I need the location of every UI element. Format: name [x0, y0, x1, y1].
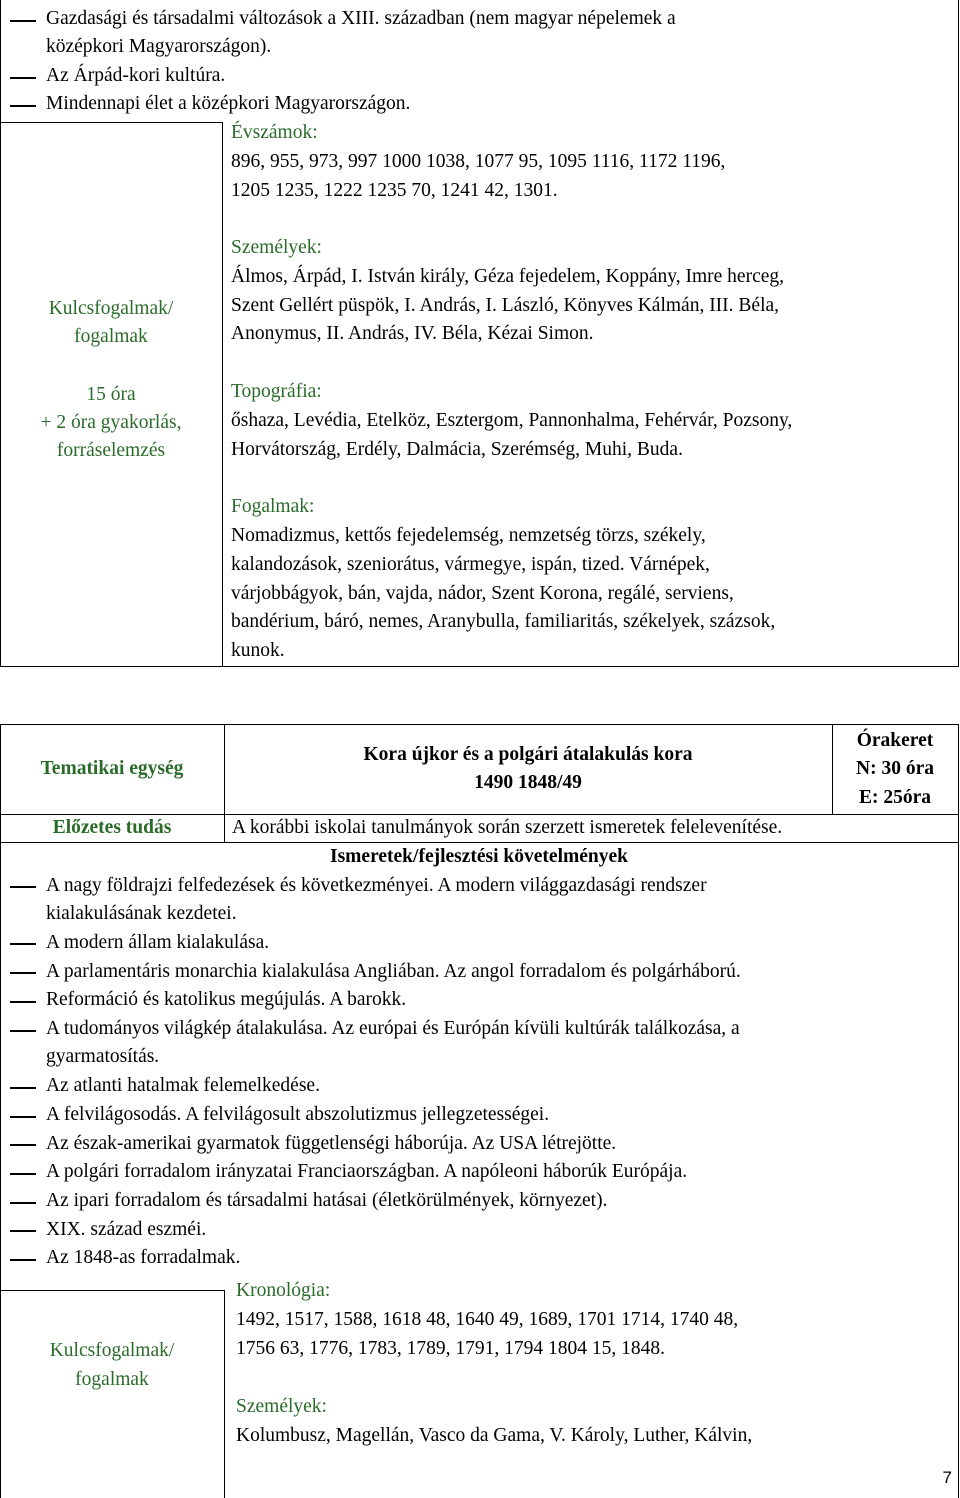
szemelyek-line: Kolumbusz, Magellán, Vasco da Gama, V. Károly, Luther, Kálvin, [236, 1425, 753, 1446]
bullet-dash [10, 943, 36, 945]
bullet-dash [10, 1087, 36, 1089]
bottom-table-row-divider [0, 1290, 224, 1291]
top-table-right-border [958, 0, 959, 666]
bullet-text: Gazdasági és társadalmi változások a XIII. században (nem magyar népelemek a [46, 8, 676, 29]
bullet-text: Az 1848-as forradalmak. [46, 1247, 241, 1268]
bullet-text: A polgári forradalom irányzatai Franciaországban. A napóleoni háborúk Európája. [46, 1161, 688, 1182]
bullet-text: Reformáció és katolikus megújulás. A barokk. [46, 989, 407, 1010]
bullet-dash [10, 1144, 36, 1146]
bullet-dash [10, 1116, 36, 1118]
bullet-text: A felvilágosodás. A felvilágosult abszolutizmus jellegzetességei. [46, 1104, 550, 1125]
topografia-title: Topográfia: [231, 381, 322, 402]
orakeret-label: Órakeret [856, 730, 934, 751]
tematikai-label: Tematikai egység [40, 758, 184, 779]
bullet-text: Mindennapi élet a középkori Magyarországon. [46, 93, 411, 114]
top-table-bottom-border [0, 666, 959, 667]
bullet-text: Az atlanti hatalmak felemelkedése. [46, 1075, 320, 1096]
bullet-text: A tudományos világkép átalakulása. Az európai és Európán kívüli kultúrák találkozása, a [46, 1018, 740, 1039]
top-table-row-divider [0, 122, 222, 123]
bullet-text: Az Árpád-kori kultúra. [46, 65, 226, 86]
hours-label: 15 óra [86, 384, 136, 405]
bullet-text: Az észak-amerikai gyarmatok függetlenségi háborúja. Az USA létrejötte. [46, 1133, 617, 1154]
bullet-text: Az ipari forradalom és társadalmi hatásai (életkörülmények, környezet). [46, 1190, 608, 1211]
topografia-line: őshaza, Levédia, Etelköz, Esztergom, Pannonhalma, Fehérvár, Pozsony, [231, 410, 793, 431]
szemelyek-line: Szent Gellért püspök, I. András, I. László, Könyves Kálmán, III. Béla, [231, 295, 780, 316]
bullet-dash [10, 1230, 36, 1232]
bottom-table-column-divider [224, 1290, 225, 1498]
bullet-dash [10, 886, 36, 888]
unit-years: 1490 1848/49 [474, 772, 582, 793]
unit-title: Kora újkor és a polgári átalakulás kora [363, 744, 693, 765]
kronologia-line: 1492, 1517, 1588, 1618 48, 1640 49, 1689, 1701 1714, 1740 48, [236, 1309, 739, 1330]
bullet-dash [10, 20, 36, 22]
bullet-dash [10, 1030, 36, 1032]
bullet-dash [10, 1001, 36, 1003]
hours-label-cont: forráselemzés [56, 440, 166, 461]
hours-label-cont: + 2 óra gyakorlás, [40, 412, 182, 433]
bullet-text: A modern állam kialakulása. [46, 932, 270, 953]
top-table-column-divider [222, 122, 223, 666]
bullet-dash [10, 1173, 36, 1175]
fogalmak-line: kalandozások, szeniorátus, vármegye, ispán, tized. Várnépek, [231, 554, 710, 575]
kulcsfogalmak-label: Kulcsfogalmak/ [49, 1340, 175, 1361]
kulcsfogalmak-label-cont: fogalmak [75, 1369, 149, 1390]
szemelyek-line: Álmos, Árpád, I. István király, Géza fejedelem, Koppány, Imre herceg, [231, 266, 785, 287]
orakeret-e: E: 25óra [858, 787, 932, 808]
bullet-text-cont: középkori Magyarországon). [46, 36, 272, 57]
bullet-dash [10, 1202, 36, 1204]
kulcsfogalmak-label: Kulcsfogalmak/ [48, 298, 174, 319]
bottom-table-right-border [958, 724, 959, 1498]
elozetes-text: A korábbi iskolai tanulmányok során szerzett ismeretek felelevenítése. [232, 817, 783, 838]
elozetes-label: Előzetes tudás [52, 817, 172, 838]
page-number: 7 [942, 1468, 952, 1488]
kronologia-title: Kronológia: [236, 1280, 331, 1301]
kronologia-line: 1756 63, 1776, 1783, 1789, 1791, 1794 1804 15, 1848. [236, 1338, 665, 1359]
kulcsfogalmak-label-cont: fogalmak [74, 326, 148, 347]
bottom-table-top-border [0, 724, 959, 725]
orakeret-n: N: 30 óra [856, 758, 934, 779]
bullet-text: XIX. század eszméi. [46, 1219, 207, 1240]
fogalmak-line: bandérium, báró, nemes, Aranybulla, familiaritás, székelyek, százsok, [231, 611, 776, 632]
bullet-text-cont: gyarmatosítás. [46, 1046, 160, 1067]
bullet-text: A parlamentáris monarchia kialakulása Angliában. Az angol forradalom és polgárháború. [46, 961, 741, 982]
fogalmak-title: Fogalmak: [231, 496, 315, 517]
bullet-text: A nagy földrajzi felfedezések és következményei. A modern világgazdasági rendszer [46, 875, 707, 896]
evszamok-line: 1205 1235, 1222 1235 70, 1241 42, 1301. [231, 180, 558, 201]
szemelyek-title: Személyek: [236, 1396, 327, 1417]
topografia-line: Horvátország, Erdély, Dalmácia, Szerémség, Muhi, Buda. [231, 439, 683, 460]
fogalmak-line: várjobbágyok, bán, vajda, nádor, Szent Korona, regálé, serviens, [231, 583, 734, 604]
bullet-dash [10, 105, 36, 107]
evszamok-line: 896, 955, 973, 997 1000 1038, 1077 95, 1095 1116, 1172 1196, [231, 151, 726, 172]
evszamok-title: Évszámok: [231, 122, 318, 143]
szemelyek-title: Személyek: [231, 237, 322, 258]
fogalmak-line: kunok. [231, 640, 285, 661]
ismeretek-header: Ismeretek/fejlesztési követelmények [330, 846, 628, 867]
bullet-dash [10, 77, 36, 79]
bullet-text-cont: kialakulásának kezdetei. [46, 903, 237, 924]
bullet-dash [10, 1259, 36, 1261]
szemelyek-line: Anonymus, II. András, IV. Béla, Kézai Simon. [231, 323, 594, 344]
fogalmak-line: Nomadizmus, kettős fejedelemség, nemzetség törzs, székely, [231, 525, 706, 546]
bullet-dash [10, 972, 36, 974]
